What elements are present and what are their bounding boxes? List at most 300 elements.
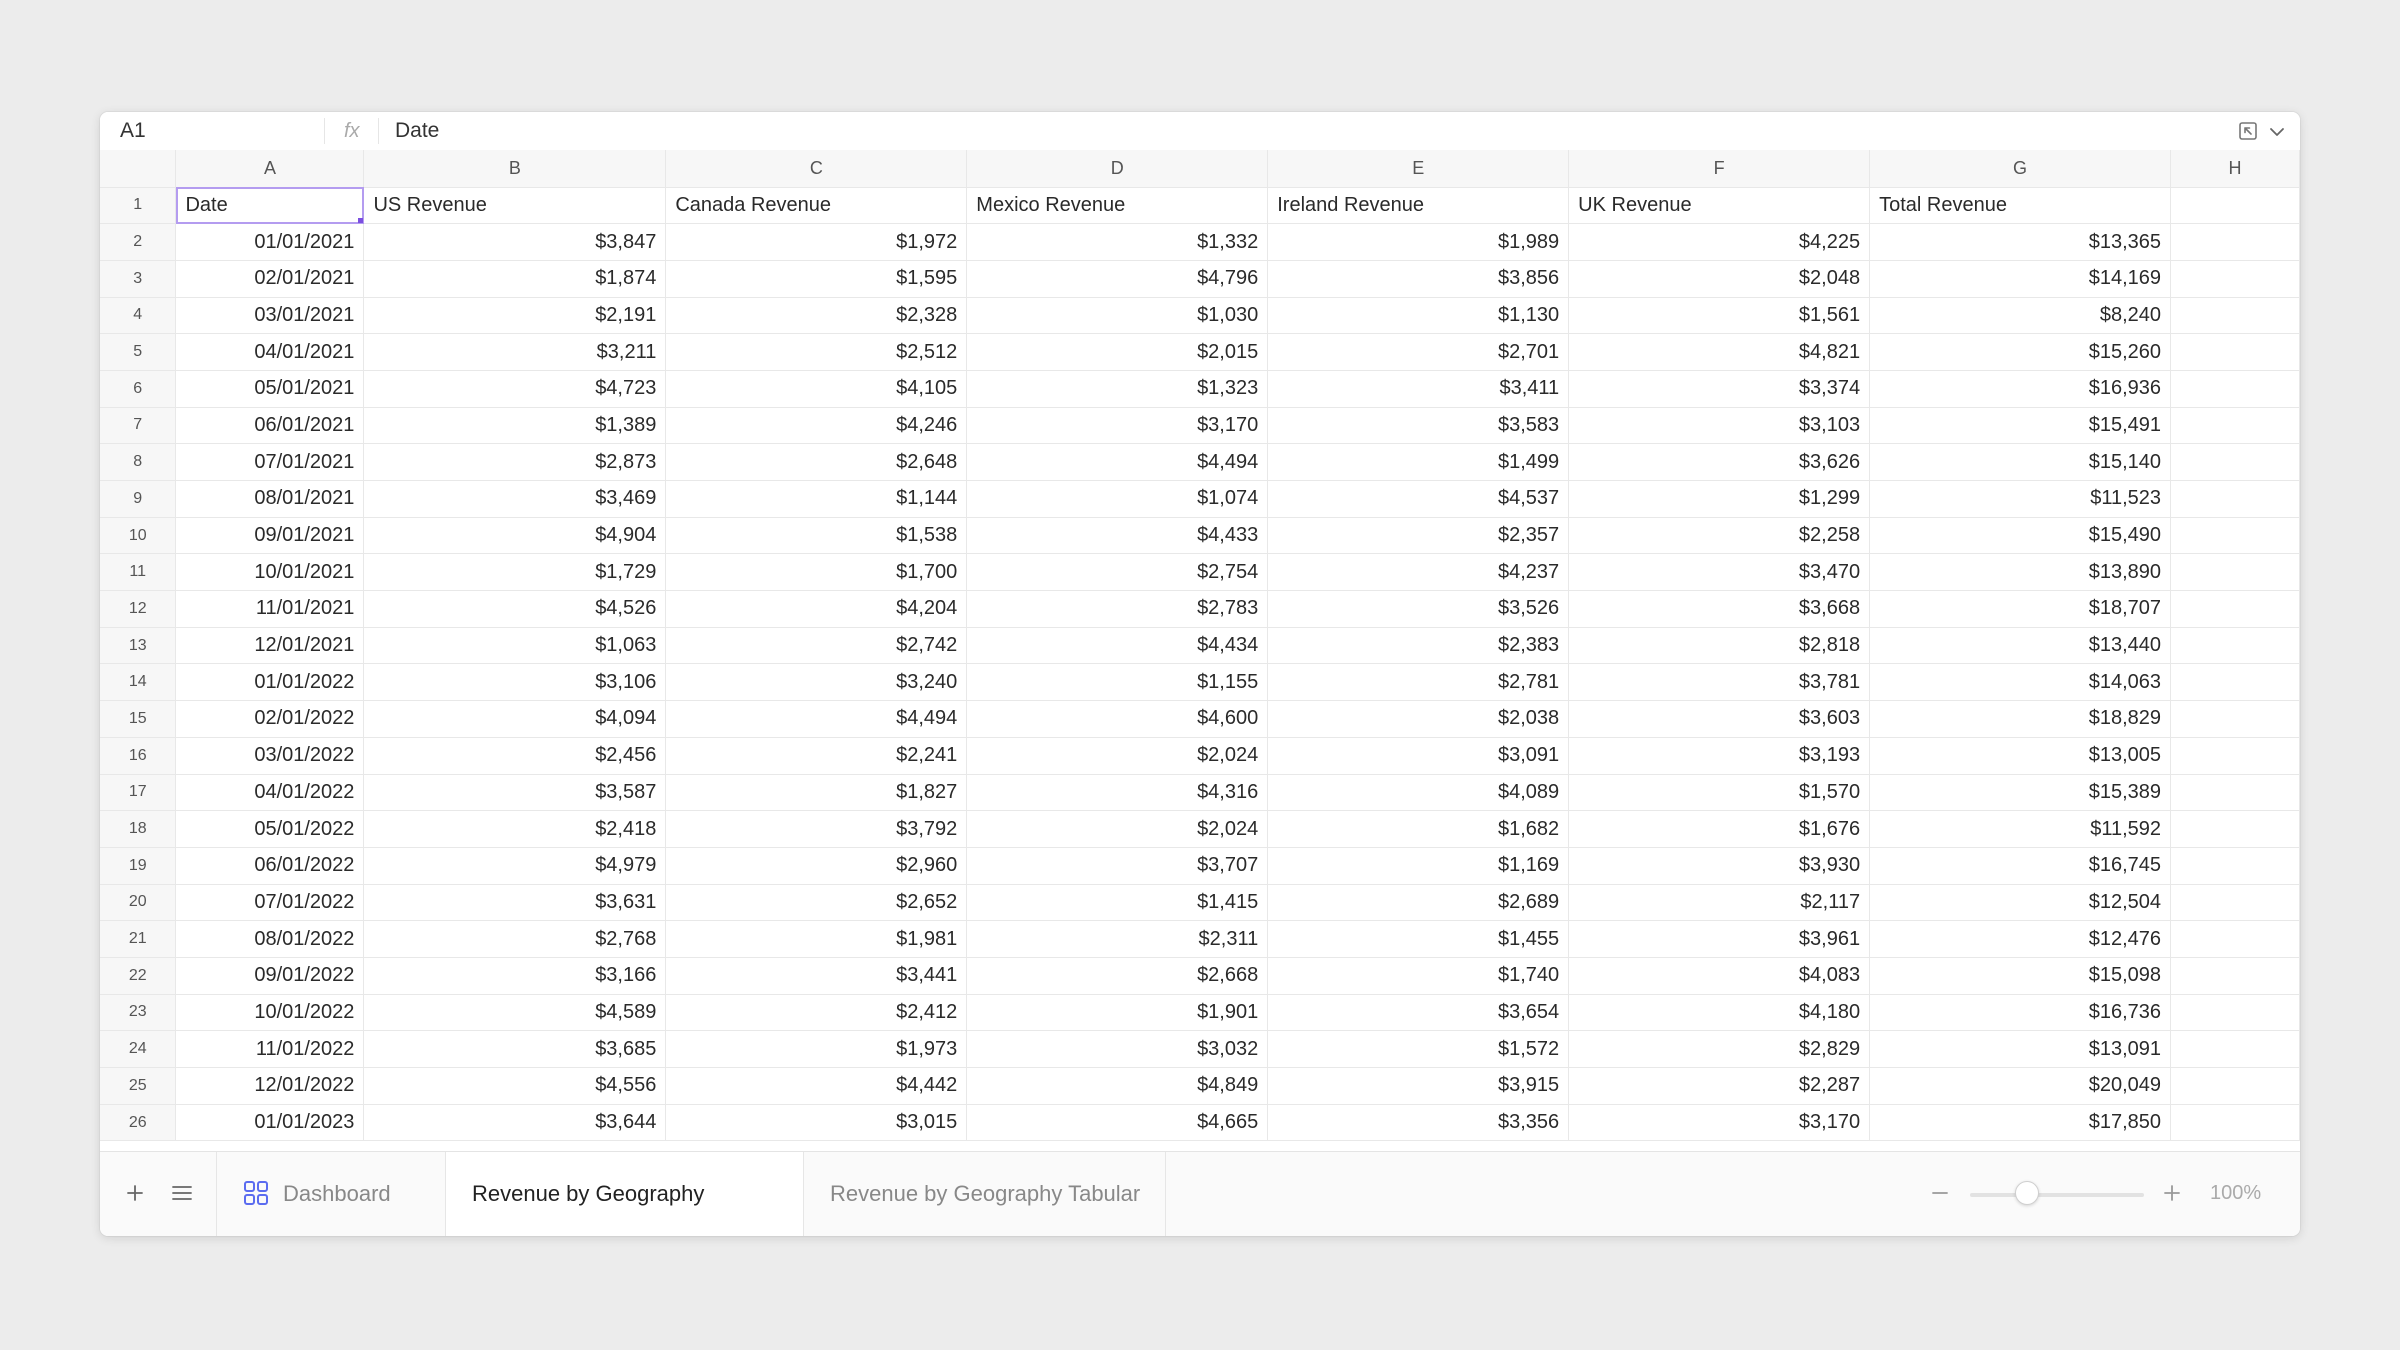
table-cell[interactable]: $2,818	[1569, 627, 1870, 664]
table-row	[100, 481, 2300, 518]
table-cell[interactable]: $2,742	[666, 627, 967, 664]
table-cell[interactable]: $15,140	[1870, 444, 2171, 481]
row-number[interactable]: 26	[100, 1104, 176, 1141]
table-cell[interactable]: $1,455	[1268, 921, 1569, 958]
table-cell[interactable]: $1,901	[967, 994, 1268, 1031]
table-cell[interactable]: $1,676	[1569, 811, 1870, 848]
table-cell[interactable]: $4,589	[364, 994, 666, 1031]
table-cell[interactable]: $1,570	[1569, 774, 1870, 811]
table-cell[interactable]: $3,587	[364, 774, 666, 811]
table-cell[interactable]: $16,745	[1870, 847, 2171, 884]
column-header[interactable]: F	[1569, 150, 1870, 187]
table-cell[interactable]: $2,960	[666, 847, 967, 884]
table-cell[interactable]	[2171, 1031, 2300, 1068]
table-cell[interactable]: $3,603	[1569, 701, 1870, 738]
table-cell[interactable]: $4,723	[364, 370, 666, 407]
table-cell[interactable]: $16,736	[1870, 994, 2171, 1031]
row-number[interactable]: 11	[100, 554, 176, 591]
cell-text: Date	[185, 193, 228, 216]
table-cell[interactable]: $16,936	[1870, 370, 2171, 407]
table-cell[interactable]: 11/01/2022	[176, 1031, 364, 1068]
row-number[interactable]: 9	[100, 481, 176, 518]
table-row	[100, 260, 2300, 297]
table-cell[interactable]: $2,328	[666, 297, 967, 334]
table-cell[interactable]	[2171, 921, 2300, 958]
table-cell[interactable]	[2171, 1104, 2300, 1141]
table-cell[interactable]	[2171, 554, 2300, 591]
table-cell[interactable]: $3,626	[1569, 444, 1870, 481]
column-header[interactable]: A	[176, 150, 364, 187]
table-cell[interactable]: 01/01/2022	[176, 664, 364, 701]
table-cell[interactable]	[2171, 444, 2300, 481]
row-number[interactable]: 1	[100, 187, 176, 224]
table-cell[interactable]: 10/01/2022	[176, 994, 364, 1031]
row-number[interactable]: 21	[100, 921, 176, 958]
table-cell[interactable]: $2,258	[1569, 517, 1870, 554]
table-cell[interactable]: $11,592	[1870, 811, 2171, 848]
zoom-level-label: 100%	[2210, 1182, 2262, 1204]
table-cell[interactable]: $15,389	[1870, 774, 2171, 811]
table-cell[interactable]: $4,904	[364, 517, 666, 554]
table-cell[interactable]: $12,476	[1870, 921, 2171, 958]
table-cell[interactable]: $4,434	[967, 627, 1268, 664]
table-cell[interactable]: $1,169	[1268, 847, 1569, 884]
tab-revenue-by-geography[interactable]	[446, 1152, 803, 1236]
table-cell[interactable]	[2171, 591, 2300, 628]
table-cell[interactable]	[2171, 224, 2300, 261]
table-cell[interactable]: $4,494	[967, 444, 1268, 481]
table-cell[interactable]: $4,225	[1569, 224, 1870, 261]
table-cell[interactable]	[2171, 664, 2300, 701]
table-cell[interactable]: $2,117	[1569, 884, 1870, 921]
table-cell[interactable]: $4,494	[666, 701, 967, 738]
row-number[interactable]: 8	[100, 444, 176, 481]
table-cell[interactable]: $2,456	[364, 737, 666, 774]
row-number[interactable]: 18	[100, 811, 176, 848]
table-cell[interactable]: $1,981	[666, 921, 967, 958]
table-cell[interactable]: 03/01/2021	[176, 297, 364, 334]
table-cell[interactable]: $3,707	[967, 847, 1268, 884]
table-row	[100, 921, 2300, 958]
row-number[interactable]: 5	[100, 334, 176, 371]
table-cell[interactable]: $1,682	[1268, 811, 1569, 848]
table-cell[interactable]: $4,537	[1268, 481, 1569, 518]
table-cell[interactable]: $1,989	[1268, 224, 1569, 261]
table-cell[interactable]: UK Revenue	[1569, 187, 1870, 224]
table-cell[interactable]: $4,204	[666, 591, 967, 628]
table-cell[interactable]: 08/01/2021	[176, 481, 364, 518]
table-cell[interactable]: $13,365	[1870, 224, 2171, 261]
row-number[interactable]: 12	[100, 591, 176, 628]
table-cell[interactable]: $3,961	[1569, 921, 1870, 958]
table-cell[interactable]: $4,849	[967, 1068, 1268, 1105]
table-cell[interactable]: $2,701	[1268, 334, 1569, 371]
table-cell[interactable]: $3,166	[364, 957, 666, 994]
table-cell[interactable]: $3,856	[1268, 260, 1569, 297]
table-cell[interactable]: 01/01/2021	[176, 224, 364, 261]
row-number[interactable]: 17	[100, 774, 176, 811]
fill-handle[interactable]	[358, 218, 364, 224]
table-cell[interactable]: 07/01/2021	[176, 444, 364, 481]
table-cell[interactable]: $3,654	[1268, 994, 1569, 1031]
table-cell[interactable]: 01/01/2023	[176, 1104, 364, 1141]
table-cell[interactable]: $3,668	[1569, 591, 1870, 628]
table-cell[interactable]: 11/01/2021	[176, 591, 364, 628]
tab-revenue-by-geography-tabular[interactable]	[804, 1152, 1165, 1236]
table-cell[interactable]: $3,032	[967, 1031, 1268, 1068]
table-cell[interactable]: $13,890	[1870, 554, 2171, 591]
table-cell[interactable]: $12,504	[1870, 884, 2171, 921]
table-cell[interactable]: $2,648	[666, 444, 967, 481]
add-sheet-button[interactable]	[118, 1176, 152, 1210]
table-cell[interactable]: $3,631	[364, 884, 666, 921]
table-cell[interactable]: $3,930	[1569, 847, 1870, 884]
table-cell[interactable]: $15,491	[1870, 407, 2171, 444]
table-cell[interactable]: $1,499	[1268, 444, 1569, 481]
column-header[interactable]: D	[967, 150, 1268, 187]
table-cell[interactable]: $2,829	[1569, 1031, 1870, 1068]
table-cell[interactable]: $1,561	[1569, 297, 1870, 334]
table-cell[interactable]: $3,583	[1268, 407, 1569, 444]
table-cell[interactable]: 06/01/2022	[176, 847, 364, 884]
table-cell[interactable]: $1,415	[967, 884, 1268, 921]
table-cell[interactable]: $3,526	[1268, 591, 1569, 628]
table-cell[interactable]: $3,781	[1569, 664, 1870, 701]
row-number[interactable]: 2	[100, 224, 176, 261]
row-number[interactable]: 10	[100, 517, 176, 554]
table-cell[interactable]: $4,083	[1569, 957, 1870, 994]
table-cell[interactable]: 04/01/2022	[176, 774, 364, 811]
fx-label: fx	[344, 120, 360, 142]
row-number[interactable]: 13	[100, 627, 176, 664]
table-cell[interactable]: $15,490	[1870, 517, 2171, 554]
tab-dashboard[interactable]	[217, 1152, 445, 1236]
table-cell[interactable]: $1,299	[1569, 481, 1870, 518]
table-cell[interactable]: 09/01/2022	[176, 957, 364, 994]
table-row	[100, 554, 2300, 591]
table-cell[interactable]	[2171, 370, 2300, 407]
table-row	[100, 407, 2300, 444]
table-row	[100, 187, 2300, 224]
table-cell[interactable]	[2171, 811, 2300, 848]
table-cell[interactable]: $14,063	[1870, 664, 2171, 701]
table-cell[interactable]: $3,685	[364, 1031, 666, 1068]
table-cell[interactable]: $2,015	[967, 334, 1268, 371]
table-cell[interactable]	[2171, 517, 2300, 554]
table-cell[interactable]: 02/01/2022	[176, 701, 364, 738]
table-cell[interactable]: $4,094	[364, 701, 666, 738]
table-cell[interactable]: $2,783	[967, 591, 1268, 628]
table-cell[interactable]: $13,091	[1870, 1031, 2171, 1068]
table-cell[interactable]	[2171, 334, 2300, 371]
zoom-slider-thumb[interactable]	[2015, 1181, 2039, 1205]
table-row	[100, 774, 2300, 811]
spreadsheet-grid	[100, 150, 2300, 1236]
table-cell[interactable]: 06/01/2021	[176, 407, 364, 444]
sheet-tab-bar	[100, 1151, 2300, 1236]
row-number[interactable]: 6	[100, 370, 176, 407]
table-cell[interactable]	[2171, 297, 2300, 334]
column-header-row	[100, 150, 2300, 187]
table-cell[interactable]: $2,412	[666, 994, 967, 1031]
table-cell[interactable]: $1,030	[967, 297, 1268, 334]
table-cell[interactable]: $1,323	[967, 370, 1268, 407]
table-cell[interactable]: $4,105	[666, 370, 967, 407]
table-row	[100, 370, 2300, 407]
sheet-table	[100, 150, 2300, 1141]
table-cell[interactable]: 08/01/2022	[176, 921, 364, 958]
table-cell[interactable]: US Revenue	[364, 187, 666, 224]
table-cell[interactable]: 07/01/2022	[176, 884, 364, 921]
table-cell[interactable]: 03/01/2022	[176, 737, 364, 774]
table-row	[100, 1068, 2300, 1105]
table-cell[interactable]: 10/01/2021	[176, 554, 364, 591]
zoom-in-button[interactable]	[2162, 1178, 2182, 1214]
table-row	[100, 297, 2300, 334]
table-cell[interactable]: $4,246	[666, 407, 967, 444]
table-cell[interactable]: $3,193	[1569, 737, 1870, 774]
table-cell[interactable]	[2171, 260, 2300, 297]
column-header[interactable]: C	[666, 150, 967, 187]
table-cell[interactable]: $3,915	[1268, 1068, 1569, 1105]
table-cell[interactable]: $1,700	[666, 554, 967, 591]
table-cell[interactable]: $4,180	[1569, 994, 1870, 1031]
table-cell[interactable]: $4,796	[967, 260, 1268, 297]
table-cell[interactable]: $2,024	[967, 811, 1268, 848]
row-number[interactable]: 16	[100, 737, 176, 774]
table-cell[interactable]: $2,311	[967, 921, 1268, 958]
cell-a1-selected[interactable]	[176, 187, 364, 224]
table-cell[interactable]	[2171, 627, 2300, 664]
table-cell[interactable]: Mexico Revenue	[967, 187, 1268, 224]
table-cell[interactable]: $15,260	[1870, 334, 2171, 371]
zoom-out-button[interactable]	[1930, 1178, 1950, 1214]
table-cell[interactable]: Canada Revenue	[666, 187, 967, 224]
table-cell[interactable]: $2,768	[364, 921, 666, 958]
table-cell[interactable]: $4,556	[364, 1068, 666, 1105]
tab-label: Revenue by Geography	[472, 1181, 705, 1206]
table-cell[interactable]: $8,240	[1870, 297, 2171, 334]
table-cell[interactable]: $2,418	[364, 811, 666, 848]
table-row	[100, 517, 2300, 554]
table-cell[interactable]: $2,048	[1569, 260, 1870, 297]
plus-icon	[2162, 1178, 2182, 1208]
table-cell[interactable]: $1,595	[666, 260, 967, 297]
table-cell[interactable]: $1,729	[364, 554, 666, 591]
table-row	[100, 444, 2300, 481]
table-cell[interactable]: $18,707	[1870, 591, 2171, 628]
table-cell[interactable]: 05/01/2021	[176, 370, 364, 407]
table-cell[interactable]: $3,374	[1569, 370, 1870, 407]
table-cell[interactable]: $4,089	[1268, 774, 1569, 811]
row-number[interactable]: 3	[100, 260, 176, 297]
table-row	[100, 1031, 2300, 1068]
tab-label: Dashboard	[283, 1181, 391, 1206]
tab-label: Revenue by Geography Tabular	[830, 1181, 1141, 1206]
table-cell[interactable]: $1,130	[1268, 297, 1569, 334]
table-cell[interactable]: $15,098	[1870, 957, 2171, 994]
table-cell[interactable]: $18,829	[1870, 701, 2171, 738]
table-cell[interactable]: $1,063	[364, 627, 666, 664]
table-cell[interactable]: $1,827	[666, 774, 967, 811]
table-cell[interactable]: $2,024	[967, 737, 1268, 774]
table-cell[interactable]: $1,389	[364, 407, 666, 444]
table-cell[interactable]: $1,973	[666, 1031, 967, 1068]
table-cell[interactable]	[2171, 847, 2300, 884]
table-cell[interactable]: $11,523	[1870, 481, 2171, 518]
table-cell[interactable]: $4,237	[1268, 554, 1569, 591]
row-number[interactable]: 4	[100, 297, 176, 334]
column-header[interactable]: G	[1870, 150, 2171, 187]
row-number[interactable]: 23	[100, 994, 176, 1031]
table-cell[interactable]	[2171, 774, 2300, 811]
column-header[interactable]: E	[1268, 150, 1569, 187]
table-cell[interactable]: $3,103	[1569, 407, 1870, 444]
column-header[interactable]: B	[364, 150, 666, 187]
table-cell[interactable]: $1,572	[1268, 1031, 1569, 1068]
table-cell[interactable]: $2,754	[967, 554, 1268, 591]
table-cell[interactable]	[2171, 884, 2300, 921]
table-cell[interactable]: $3,847	[364, 224, 666, 261]
table-cell[interactable]: $2,383	[1268, 627, 1569, 664]
table-cell[interactable]: $3,470	[1569, 554, 1870, 591]
table-cell[interactable]	[2171, 407, 2300, 444]
table-cell[interactable]: $1,740	[1268, 957, 1569, 994]
table-cell[interactable]: $3,211	[364, 334, 666, 371]
table-cell[interactable]: $2,873	[364, 444, 666, 481]
table-cell[interactable]: $4,442	[666, 1068, 967, 1105]
table-cell[interactable]	[2171, 701, 2300, 738]
table-cell[interactable]	[2171, 481, 2300, 518]
cell-reference-box[interactable]: A1	[120, 119, 146, 142]
formula-input[interactable]: Date	[395, 119, 440, 142]
table-cell[interactable]: $4,979	[364, 847, 666, 884]
table-cell[interactable]: $14,169	[1870, 260, 2171, 297]
plus-icon	[125, 1183, 145, 1203]
table-row	[100, 591, 2300, 628]
table-cell[interactable]: $20,049	[1870, 1068, 2171, 1105]
table-cell[interactable]	[2171, 737, 2300, 774]
table-cell[interactable]: $3,091	[1268, 737, 1569, 774]
row-number[interactable]: 14	[100, 664, 176, 701]
formula-bar	[100, 112, 2300, 151]
table-cell[interactable]: $2,512	[666, 334, 967, 371]
table-cell[interactable]: $3,644	[364, 1104, 666, 1141]
table-cell[interactable]: 05/01/2022	[176, 811, 364, 848]
table-cell[interactable]: $2,287	[1569, 1068, 1870, 1105]
table-cell[interactable]: 12/01/2022	[176, 1068, 364, 1105]
table-cell[interactable]	[2171, 1068, 2300, 1105]
column-header[interactable]: H	[2171, 150, 2300, 187]
table-row	[100, 224, 2300, 261]
chevron-down-icon[interactable]	[2268, 123, 2286, 141]
table-cell[interactable]: $1,332	[967, 224, 1268, 261]
table-cell[interactable]: $13,005	[1870, 737, 2171, 774]
table-cell[interactable]: Ireland Revenue	[1268, 187, 1569, 224]
table-cell[interactable]: $3,015	[666, 1104, 967, 1141]
row-number[interactable]: 7	[100, 407, 176, 444]
table-row	[100, 334, 2300, 371]
spreadsheet-window	[100, 112, 2300, 1236]
table-cell[interactable]: $2,191	[364, 297, 666, 334]
table-cell[interactable]: $17,850	[1870, 1104, 2171, 1141]
row-number[interactable]: 15	[100, 701, 176, 738]
table-cell[interactable]	[2171, 957, 2300, 994]
table-cell[interactable]	[2171, 187, 2300, 224]
table-cell[interactable]: $4,665	[967, 1104, 1268, 1141]
table-cell[interactable]: 02/01/2021	[176, 260, 364, 297]
table-cell[interactable]: $3,411	[1268, 370, 1569, 407]
menu-icon	[171, 1183, 193, 1203]
row-number[interactable]: 19	[100, 847, 176, 884]
table-cell[interactable]: $3,441	[666, 957, 967, 994]
table-cell[interactable]: $4,600	[967, 701, 1268, 738]
table-cell[interactable]: 09/01/2021	[176, 517, 364, 554]
table-cell[interactable]: $2,689	[1268, 884, 1569, 921]
table-cell[interactable]: $4,433	[967, 517, 1268, 554]
divider	[324, 118, 325, 144]
table-cell[interactable]: $3,469	[364, 481, 666, 518]
table-row	[100, 957, 2300, 994]
table-row	[100, 664, 2300, 701]
table-row	[100, 847, 2300, 884]
expand-icon[interactable]	[2238, 121, 2258, 141]
table-cell[interactable]: $3,356	[1268, 1104, 1569, 1141]
minus-icon	[1930, 1178, 1950, 1208]
row-number[interactable]: 24	[100, 1031, 176, 1068]
table-cell[interactable]: $1,972	[666, 224, 967, 261]
sheet-list-button[interactable]	[165, 1176, 199, 1210]
table-cell[interactable]: $3,792	[666, 811, 967, 848]
table-cell[interactable]: $2,781	[1268, 664, 1569, 701]
table-cell[interactable]	[2171, 994, 2300, 1031]
table-cell[interactable]: $1,155	[967, 664, 1268, 701]
table-row	[100, 811, 2300, 848]
grid-icon	[243, 1180, 269, 1206]
table-cell[interactable]: 12/01/2021	[176, 627, 364, 664]
row-number[interactable]: 20	[100, 884, 176, 921]
table-cell[interactable]: 04/01/2021	[176, 334, 364, 371]
table-cell[interactable]: $1,144	[666, 481, 967, 518]
table-cell[interactable]: $4,821	[1569, 334, 1870, 371]
table-cell[interactable]: $3,240	[666, 664, 967, 701]
table-row	[100, 884, 2300, 921]
table-row	[100, 994, 2300, 1031]
table-cell[interactable]: $1,874	[364, 260, 666, 297]
row-number[interactable]: 25	[100, 1068, 176, 1105]
table-cell[interactable]: $3,106	[364, 664, 666, 701]
table-cell[interactable]: $13,440	[1870, 627, 2171, 664]
table-row	[100, 737, 2300, 774]
row-number[interactable]: 22	[100, 957, 176, 994]
divider	[378, 118, 379, 144]
table-cell[interactable]: $1,538	[666, 517, 967, 554]
table-cell[interactable]: $4,316	[967, 774, 1268, 811]
table-cell[interactable]: $2,038	[1268, 701, 1569, 738]
table-cell[interactable]: $1,074	[967, 481, 1268, 518]
select-all-corner[interactable]	[100, 150, 176, 187]
table-cell[interactable]: $3,170	[1569, 1104, 1870, 1141]
table-cell[interactable]: Total Revenue	[1870, 187, 2171, 224]
table-row	[100, 1104, 2300, 1141]
table-cell[interactable]: $2,668	[967, 957, 1268, 994]
zoom-slider[interactable]	[1970, 1193, 2144, 1197]
table-cell[interactable]: $3,170	[967, 407, 1268, 444]
table-cell[interactable]: $2,652	[666, 884, 967, 921]
table-cell[interactable]: $4,526	[364, 591, 666, 628]
table-cell[interactable]: $2,241	[666, 737, 967, 774]
table-cell[interactable]: $2,357	[1268, 517, 1569, 554]
